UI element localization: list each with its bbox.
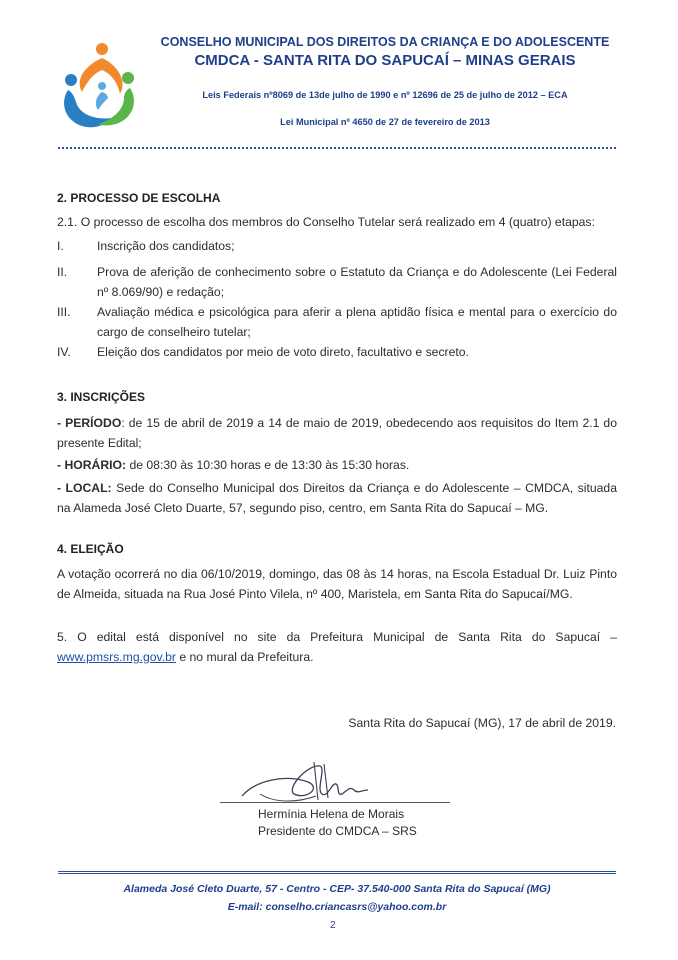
list-item-text: Avaliação médica e psicológica para aferir a plena aptidão física e mental para o exercício do cargo de conselheiro tutelar; (97, 305, 617, 339)
list-item-text: Eleição dos candidatos por meio de voto direto, facultativo e secreto. (97, 345, 469, 359)
list-item-text: Prova de aferição de conhecimento sobre o Estatuto da Criança e do Adolescente (Lei Federal nº 8.069/90) e redação; (97, 265, 617, 299)
location-text: Sede do Conselho Municipal dos Direitos da Criança e do Adolescente – CMDCA, situada na Alameda José Cleto Duarte, 57, segundo piso, centro, em Santa Rita do Sapucaí – MG. (57, 481, 617, 515)
cmdca-logo (58, 40, 140, 132)
list-item-number: IV. (57, 345, 71, 359)
header-municipal-law: Lei Municipal nº 4650 de 27 de fevereiro de 2013 (280, 117, 490, 127)
handwritten-signature (236, 760, 396, 808)
section-2-intro: 2.1. O processo de escolha dos membros do Conselho Tutelar será realizado em 4 (quatro) etapas: (57, 215, 595, 229)
registration-hours (57, 455, 617, 475)
signer-name: Hermínia Helena de Morais (258, 807, 405, 821)
list-item-number: III. (57, 305, 71, 319)
hours-label: - HORÁRIO: (57, 458, 127, 472)
election-details: A votação ocorrerá no dia 06/10/2019, domingo, das 08 às 14 horas, na Escola Estadual Dr. Luiz Pinto de Almeida, situada na Rua José Pinto Vilela, nº 400, Maristela, em Santa Rita do Sapucaí/MG. (57, 567, 617, 601)
list-item-text: Inscrição dos candidatos; (97, 239, 235, 253)
registration-location (57, 478, 617, 518)
location-label: - LOCAL: (57, 481, 112, 495)
edital-text: 5. O edital está disponível no site da Prefeitura Municipal de Santa Rita do Sapucaí – (57, 630, 617, 644)
header-council-name: CONSELHO MUNICIPAL DOS DIREITOS DA CRIANÇA E DO ADOLESCENTE (160, 35, 610, 49)
section-4-heading: 4. ELEIÇÃO (57, 542, 124, 556)
section-3-heading: 3. INSCRIÇÕES (57, 390, 146, 404)
list-item-number: II. (57, 265, 68, 279)
footer-email: E-mail: conselho.criancasrs@yahoo.com.br (227, 901, 447, 913)
header-divider (58, 147, 616, 149)
footer-divider (58, 871, 616, 874)
period-label: - PERÍODO (57, 416, 122, 430)
header-cmdca-title: CMDCA - SANTA RITA DO SAPUCAÍ – MINAS GERAIS (194, 52, 576, 69)
signer-block (258, 806, 417, 840)
footer-address: Alameda José Cleto Duarte, 57 - Centro - CEP- 37.540-000 Santa Rita do Sapucaí (MG) (123, 883, 551, 895)
registration-period (57, 413, 617, 453)
prefeitura-website-link[interactable]: www.pmsrs.mg.gov.br (57, 650, 176, 664)
place-and-date: Santa Rita do Sapucaí (MG), 17 de abril de 2019. (348, 716, 616, 730)
list-item-number: I. (57, 239, 64, 253)
signature-line (220, 802, 450, 803)
edital-text-end: e no mural da Prefeitura. (175, 650, 314, 664)
edital-availability (57, 627, 617, 667)
hours-text: de 08:30 às 10:30 horas e de 13:30 às 15:30 horas. (126, 458, 410, 472)
header-federal-laws: Leis Federais nº8069 de 13de julho de 1990 e nº 12696 de 25 de julho de 2012 – ECA (202, 90, 568, 100)
page-number: 2 (330, 920, 336, 931)
section-2-heading: 2. PROCESSO DE ESCOLHA (57, 191, 221, 205)
period-text: : de 15 de abril de 2019 a 14 de maio de 2019, obedecendo aos requisitos do Item 2.1 do presente Edital; (57, 416, 617, 450)
signer-role: Presidente do CMDCA – SRS (258, 824, 417, 838)
